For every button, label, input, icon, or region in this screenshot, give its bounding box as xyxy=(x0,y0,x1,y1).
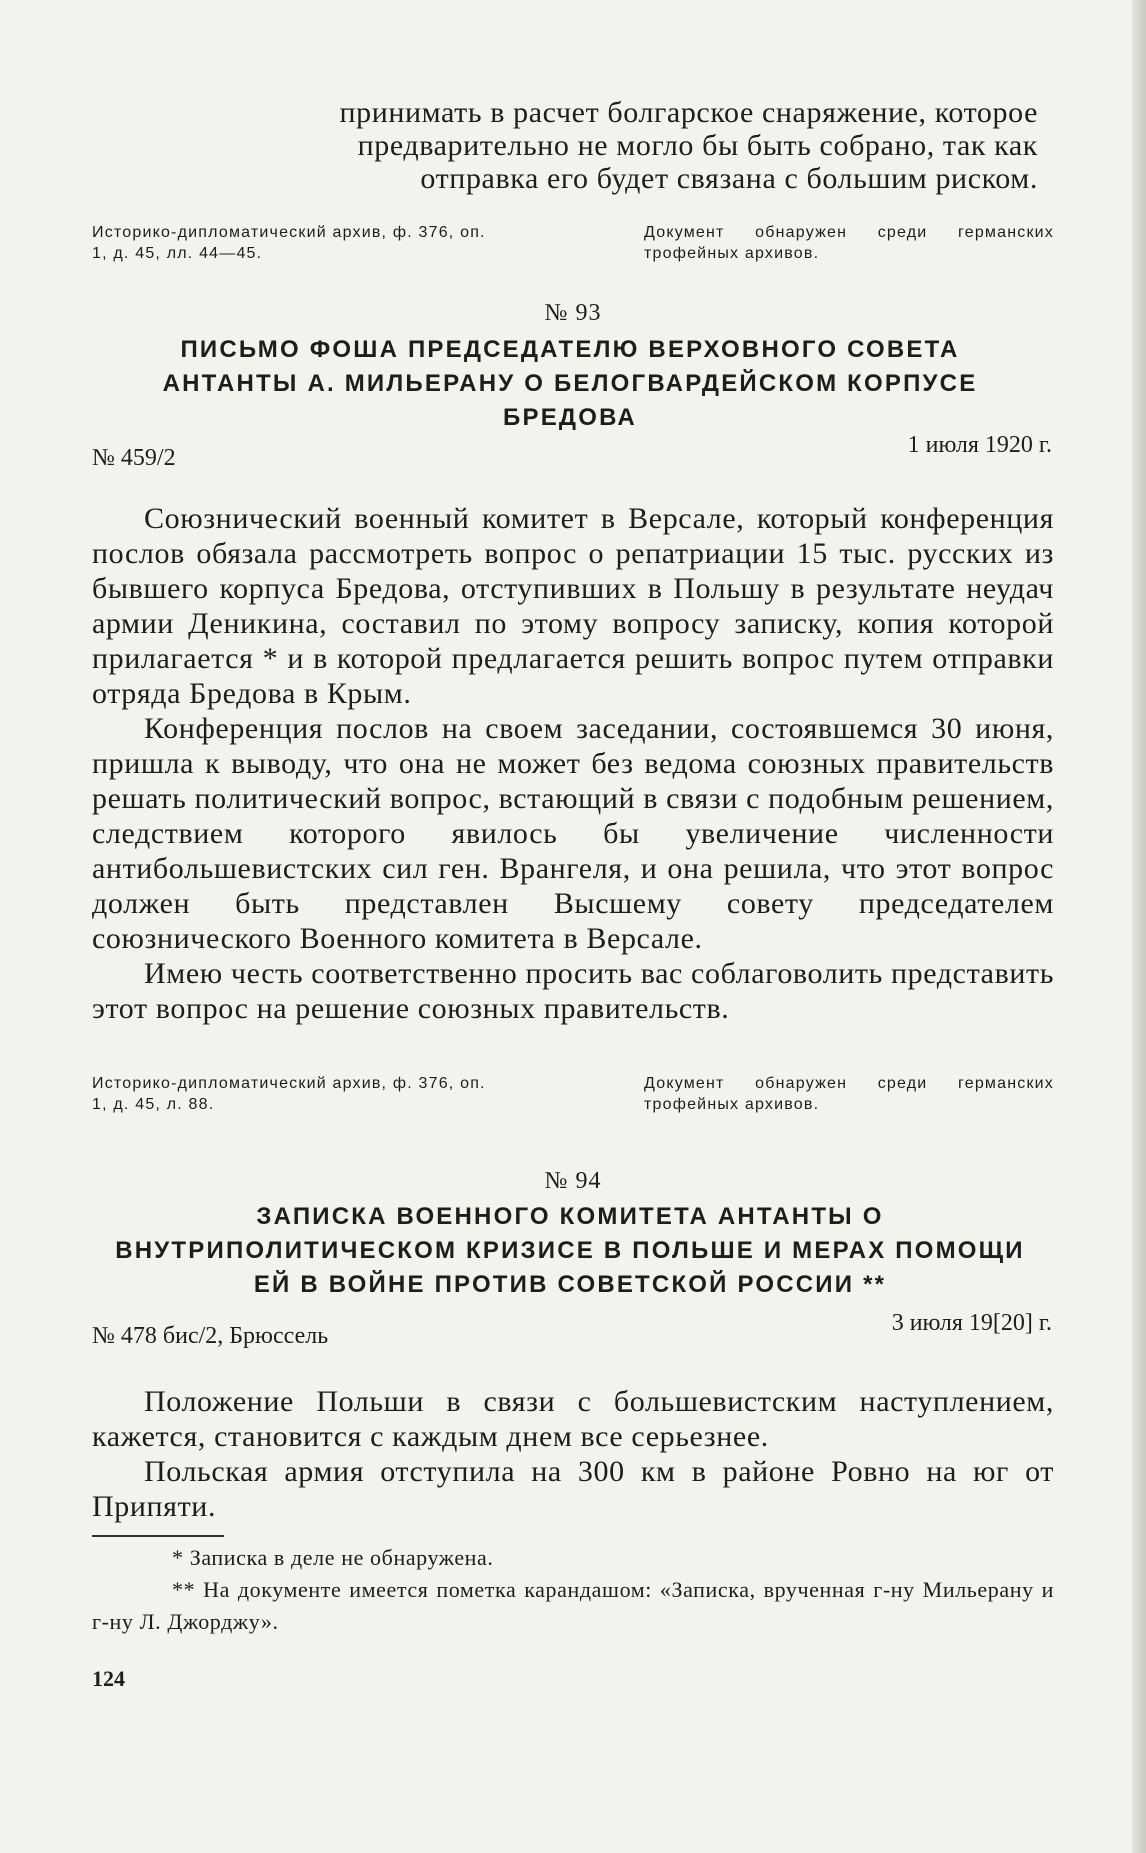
paragraph: Конференция послов на своем заседании, состоявшемся 30 июня, пришла к выводу, что она не может без ведома союзных правительств решать политический вопрос, встающий в связи с подобным решением, следствием которого явилось бы увеличение численности антибольшевистских сил ген. Врангеля, и она решила, что этот вопрос должен быть представлен Высшему совету председателем союзнического Военного комитета в Версале. xyxy=(92,712,1054,955)
archive-note: Документ обнаружен среди германских трофейных архивов. xyxy=(644,1075,1054,1113)
document-date-93: 1 июля 1920 г. xyxy=(907,432,1052,458)
footnote: * Записка в деле не обнаружена. xyxy=(172,1545,494,1570)
paragraph: Союзнический военный комитет в Версале, который конференция послов обязала рассмотреть вопрос о репатриации 15 тыс. русских из бывшего корпуса Бредова, отступивших в Польшу в результате неудач армии Деникина, составил по этому вопросу записку, копия которой прилагается * и в которой предлагается решить вопрос путем отправки отряда Бредова в Крым. xyxy=(92,502,1054,710)
paragraph: Польская армия отступила на 300 км в районе Ровно на юг от Припяти. xyxy=(92,1455,1054,1523)
document-body-94 xyxy=(92,1384,1054,1524)
document-body-93 xyxy=(92,501,1054,1026)
archive-source: Историко-дипломатический архив, ф. 376, оп. 1, д. 45, лл. 44—45. xyxy=(92,224,486,262)
document-meta-93 xyxy=(92,432,1052,472)
continued-paragraph: принимать в расчет болгарское снаряжение, которое предварительно не могло бы быть собрано, так как отправка его будет связана с большим риском. xyxy=(339,96,1038,195)
archive-reference-93 xyxy=(92,1073,1054,1115)
archive-reference-top xyxy=(92,222,1054,264)
document-title-93: ПИСЬМО ФОША ПРЕДСЕДАТЕЛЮ ВЕРХОВНОГО СОВЕТА АНТАНТЫ А. МИЛЬЕРАНУ О БЕЛОГВАРДЕЙСКОМ КОРПУСЕ БРЕДОВА xyxy=(162,336,978,431)
document-title-94: ЗАПИСКА ВОЕННОГО КОМИТЕТА АНТАНТЫ О ВНУТРИПОЛИТИЧЕСКОМ КРИЗИСЕ В ПОЛЬШЕ И МЕРАХ ПОМОЩИ ЕЙ В ВОЙНЕ ПРОТИВ СОВЕТСКОЙ РОССИИ ** xyxy=(115,1203,1025,1298)
paragraph: Положение Польши в связи с большевистским наступлением, кажется, становится с каждым днем все серьезнее. xyxy=(92,1385,1054,1453)
page-number: 124 xyxy=(92,1666,125,1691)
paragraph: Имею честь соответственно просить вас соблаговолить представить этот вопрос на решение союзных правительств. xyxy=(92,957,1054,1025)
document-reference-94: № 478 бис/2, Брюссель xyxy=(92,1323,329,1349)
archive-note: Документ обнаружен среди германских трофейных архивов. xyxy=(644,224,1054,262)
document-meta-94 xyxy=(92,1310,1052,1350)
document-reference-93: № 459/2 xyxy=(92,445,176,471)
document-number-94: № 94 xyxy=(544,1168,602,1194)
page-edge-shadow xyxy=(1132,0,1146,1853)
footnotes xyxy=(92,1542,1054,1638)
footnote-divider xyxy=(92,1535,224,1537)
document-number-93: № 93 xyxy=(544,300,602,326)
archive-source: Историко-дипломатический архив, ф. 376, оп. 1, д. 45, л. 88. xyxy=(92,1075,486,1113)
document-date-94: 3 июля 19[20] г. xyxy=(891,1310,1052,1336)
footnote: ** На документе имеется пометка карандашом: «Записка, врученная г-ну Мильерану и г-ну Л. Джорджу». xyxy=(92,1577,1054,1634)
